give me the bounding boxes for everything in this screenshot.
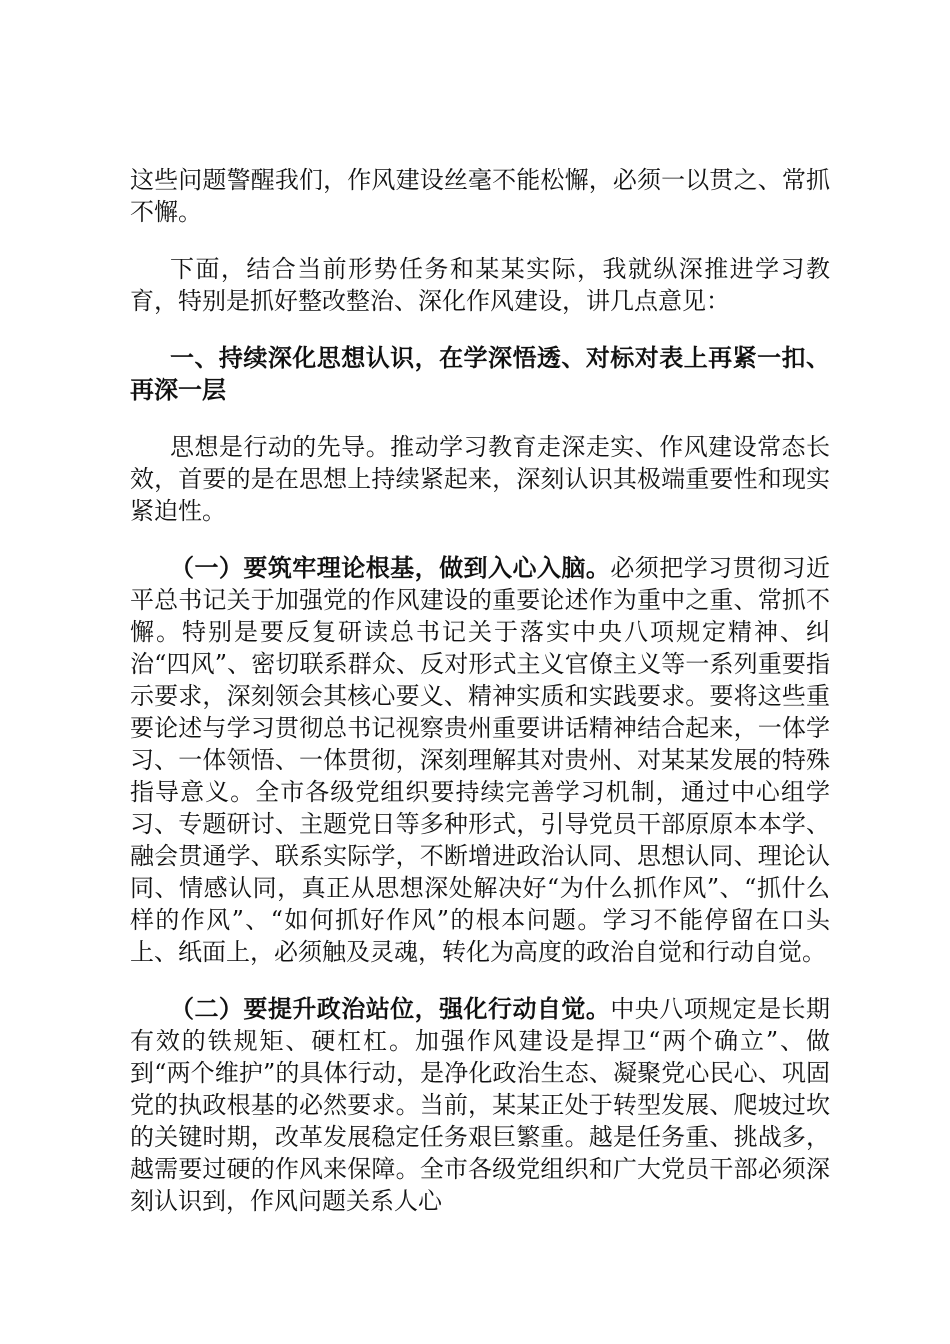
subheading-2: （二）要提升政治站位，强化行动自觉。 bbox=[170, 995, 611, 1023]
section-heading-1: 一、持续深化思想认识，在学深悟透、对标对表上再紧一扣、再深一层 bbox=[130, 344, 830, 404]
paragraph-theory-foundation bbox=[130, 552, 830, 968]
paragraph-intro: 下面，结合当前形势任务和某某实际，我就纵深推进学习教育，特别是抓好整改整治、深化作风建设，讲几点意见： bbox=[130, 255, 830, 315]
paragraph-political-stance bbox=[130, 993, 830, 1217]
paragraph-warning: 这些问题警醒我们，作风建设丝毫不能松懈，必须一以贯之、常抓不懈。 bbox=[130, 166, 830, 226]
paragraph-political-body: 中央八项规定是长期有效的铁规矩、硬杠杠。加强作风建设是捍卫“两个确立”、做到“两个维护”的具体行动，是净化政治生态、凝聚党心民心、巩固党的执政根基的必然要求。当前，某某正处于转型发展、爬坡过坎的关键时期，改革发展稳定任务艰巨繁重。越是任务重、挑战多，越需要过硬的作风来保障。全市各级党组织和广大党员干部必须深刻认识到，作风问题关系人心 bbox=[130, 995, 831, 1215]
paragraph-theory-body: 必须把学习贯彻习近平总书记关于加强党的作风建设的重要论述作为重中之重、常抓不懈。特别是要反复研读总书记关于落实中央八项规定精神、纠治“四风”、密切联系群众、反对形式主义官僚主义等一系列重要指示要求，深刻领会其核心要义、精神实质和实践要求。要将这些重要论述与学习贯彻总书记视察贵州重要讲话精神结合起来，一体学习、一体领悟、一体贯彻，深刻理解其对贵州、对某某发展的特殊指导意义。全市各级党组织要持续完善学习机制，通过中心组学习、专题研讨、主题党日等多种形式，引导党员干部原原本本学、融会贯通学、联系实际学，不断增进政治认同、思想认同、理论认同、情感认同，真正从思想深处解决好“为什么抓作风”、“抓什么样的作风”、“如何抓好作风”的根本问题。学习不能停留在口头上、纸面上，必须触及灵魂，转化为高度的政治自觉和行动自觉。 bbox=[130, 554, 831, 966]
document-page bbox=[130, 164, 830, 1242]
paragraph-thought-first: 思想是行动的先导。推动学习教育走深走实、作风建设常态长效，首要的是在思想上持续紧起来，深刻认识其极端重要性和现实紧迫性。 bbox=[130, 433, 830, 525]
subheading-1: （一）要筑牢理论根基，做到入心入脑。 bbox=[170, 554, 611, 582]
